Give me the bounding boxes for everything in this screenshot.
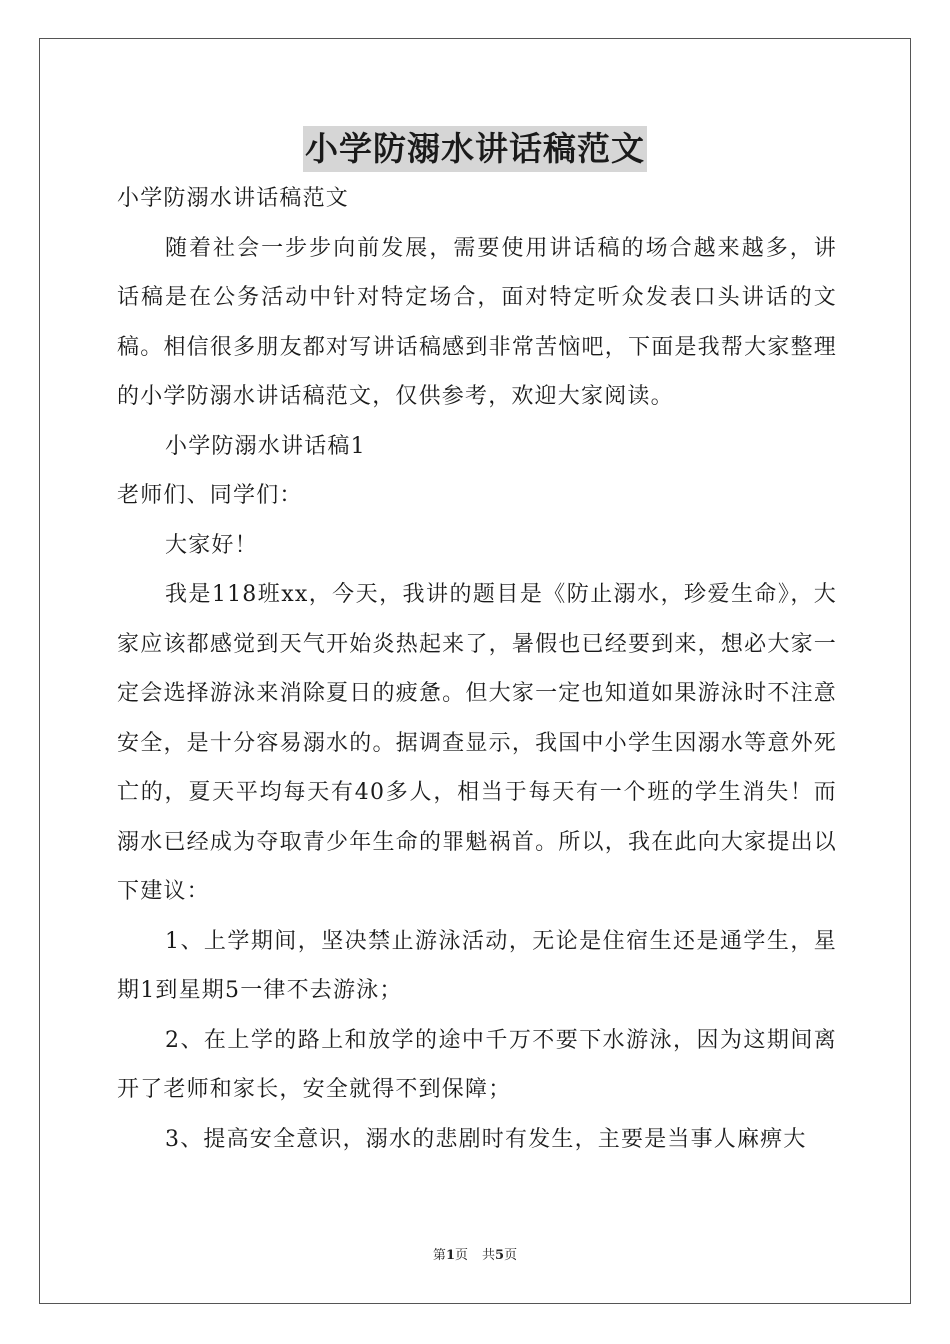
page-total: 5 <box>495 1248 505 1263</box>
paragraph: 小学防溺水讲话稿范文 <box>117 186 350 211</box>
page-footer <box>0 1244 950 1263</box>
document-body <box>117 174 837 1164</box>
page-current: 1 <box>445 1248 455 1263</box>
greeting: 大家好！ <box>165 532 258 558</box>
list-item: 2、在上学的路上和放学的途中千万不要下水游泳，因为这期间离开了老师和家长，安全就得不到保障； <box>117 1027 837 1102</box>
document-title: 小学防溺水讲话稿范文 <box>303 126 647 172</box>
paragraph: 随着社会一步步向前发展，需要使用讲话稿的场合越来越多，讲话稿是在公务活动中针对特定场合，面对特定听众发表口头讲话的文稿。相信很多朋友都对写讲话稿感到非常苦恼吧，下面是我帮大家整理的小学防溺水讲话稿范文，仅供参考，欢迎大家阅读。 <box>117 235 837 409</box>
title-container <box>0 126 950 172</box>
total-suffix: 页 <box>504 1248 518 1263</box>
page-prefix: 第 <box>432 1248 446 1263</box>
list-item: 1、上学期间，坚决禁止游泳活动，无论是住宿生还是通学生，星期1到星期5一律不去游泳； <box>117 928 837 1003</box>
salutation: 老师们、同学们： <box>117 483 303 508</box>
page-suffix: 页 <box>454 1248 468 1263</box>
section-heading: 小学防溺水讲话稿1 <box>165 433 366 459</box>
paragraph: 我是118班xx，今天，我讲的题目是《防止溺水，珍爱生命》，大家应该都感觉到天气开始炎热起来了，暑假也已经要到来，想必大家一定会选择游泳来消除夏日的疲惫。但大家一定也知道如果游泳时不注意安全，是十分容易溺水的。据调查显示，我国中小学生因溺水等意外死亡的，夏天平均每天有40多人，相当于每天有一个班的学生消失！而溺水已经成为夺取青少年生命的罪魁祸首。所以，我在此向大家提出以下建议： <box>117 582 837 904</box>
list-item: 3、提高安全意识，溺水的悲剧时有发生，主要是当事人麻痹大 <box>165 1126 807 1152</box>
total-prefix: 共 <box>482 1248 496 1263</box>
